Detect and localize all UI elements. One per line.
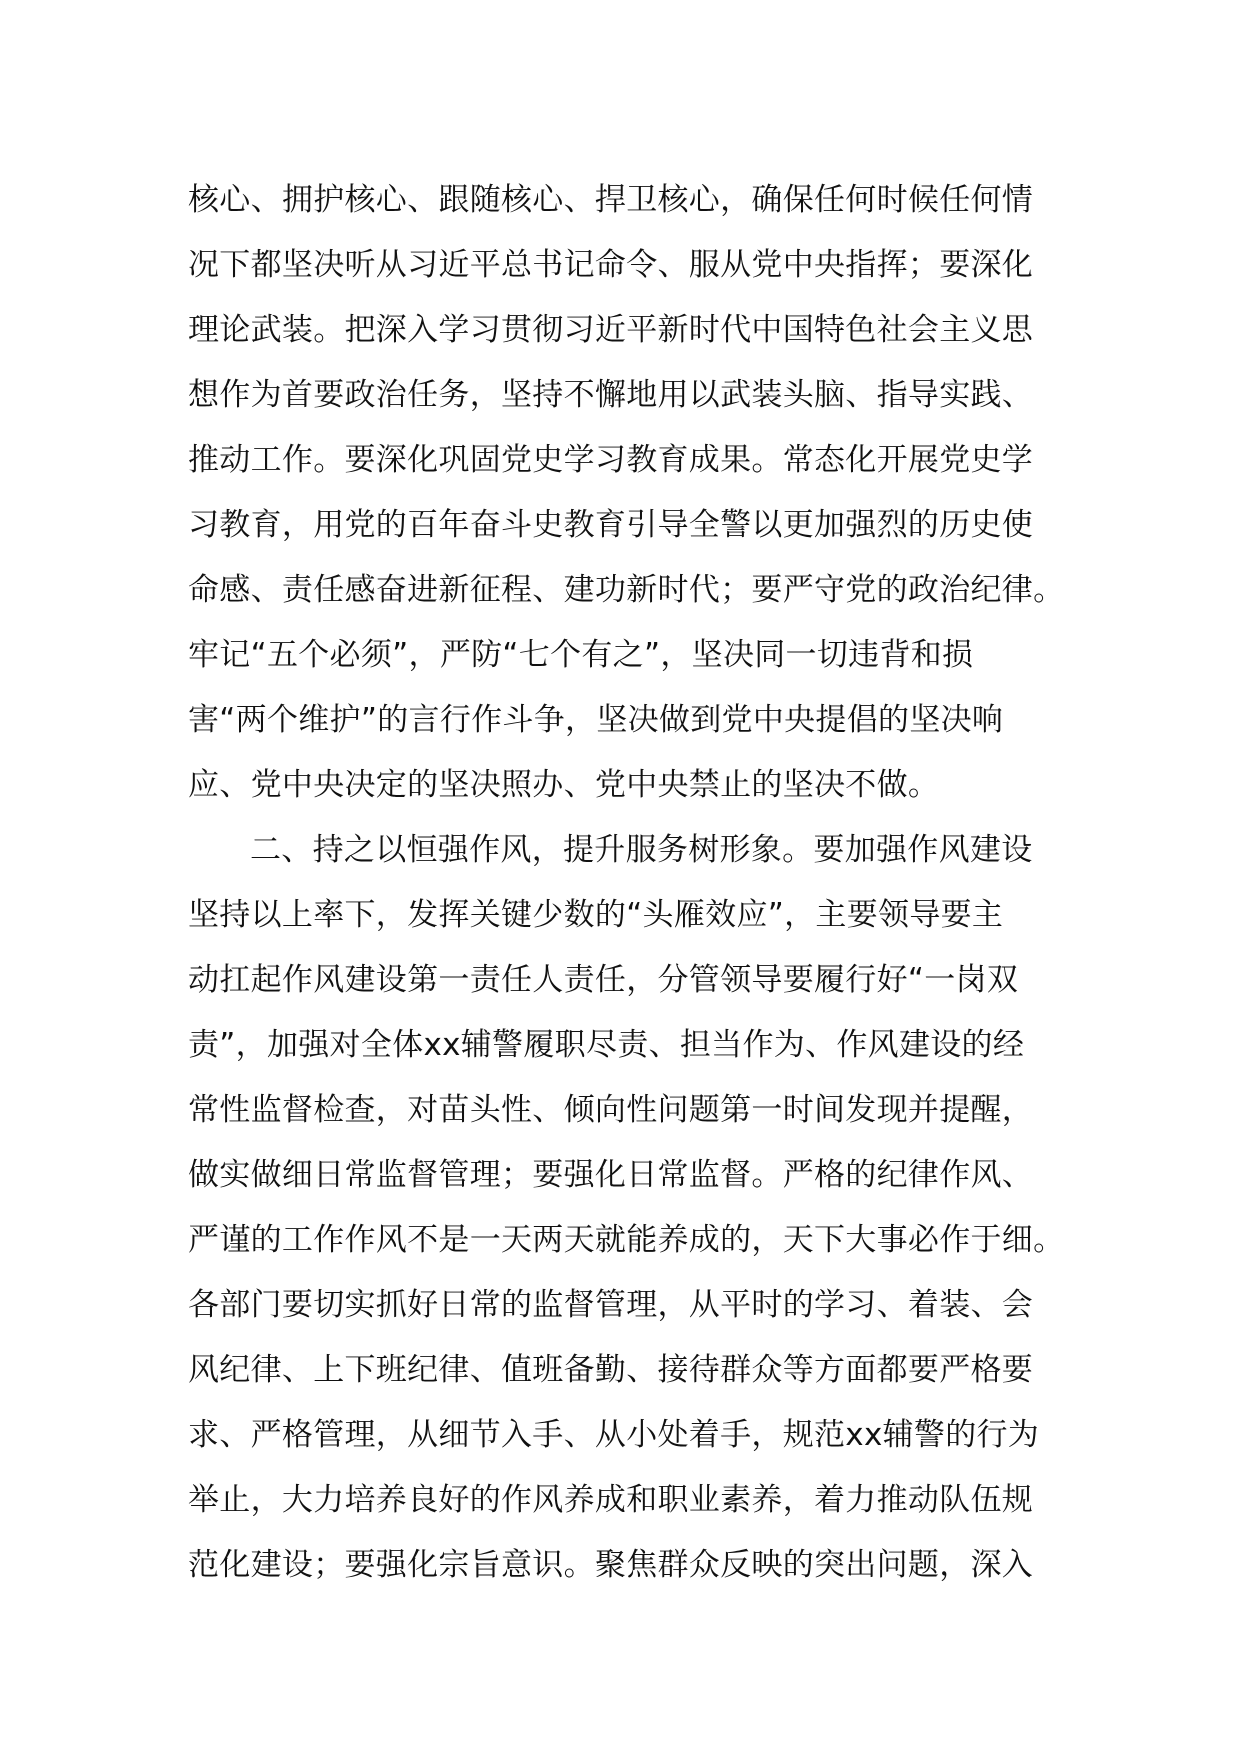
text-line: 责”，加强对全体xx辅警履职尽责、担当作为、作风建设的经 [188, 1027, 1025, 1063]
text-line: 各部门要切实抓好日常的监督管理，从平时的学习、着装、会 [188, 1287, 1034, 1323]
text-line: 习教育，用党的百年奋斗史教育引导全警以更加强烈的历史使 [188, 507, 1034, 543]
text-line: 理论武装。把深入学习贯彻习近平新时代中国特色社会主义思 [188, 312, 1034, 348]
text-line: 应、党中央决定的坚决照办、党中央禁止的坚决不做。 [188, 767, 940, 803]
text-line: 牢记“五个必须”，严防“七个有之”，坚决同一切违背和损 [188, 637, 974, 673]
text-line: 想作为首要政治任务，坚持不懈地用以武装头脑、指导实践、 [188, 377, 1034, 413]
text-line: 范化建设；要强化宗旨意识。聚焦群众反映的突出问题，深入 [188, 1547, 1034, 1583]
text-line: 害“两个维护”的言行作斗争，坚决做到党中央提倡的坚决响 [188, 702, 1004, 738]
text-line: 况下都坚决听从习近平总书记命令、服从党中央指挥；要深化 [188, 247, 1034, 283]
text-line: 推动工作。要深化巩固党史学习教育成果。常态化开展党史学 [188, 442, 1034, 478]
text-line: 举止，大力培养良好的作风养成和职业素养，着力推动队伍规 [188, 1482, 1034, 1518]
text-line: 命感、责任感奋进新征程、建功新时代；要严守党的政治纪律。 [188, 572, 1065, 608]
text-line: 做实做细日常监督管理；要强化日常监督。严格的纪律作风、 [188, 1157, 1034, 1193]
body-text [188, 168, 1088, 1598]
text-line: 动扛起作风建设第一责任人责任，分管领导要履行好“一岗双 [188, 962, 1019, 998]
text-line: 风纪律、上下班纪律、值班备勤、接待群众等方面都要严格要 [188, 1352, 1034, 1388]
text-line: 坚持以上率下，发挥关键少数的“头雁效应”，主要领导要主 [188, 897, 1004, 933]
text-line: 求、严格管理，从细节入手、从小处着手，规范xx辅警的行为 [188, 1417, 1040, 1453]
text-line: 严谨的工作作风不是一天两天就能养成的，天下大事必作于细。 [188, 1222, 1065, 1258]
section-heading-line: 二、持之以恒强作风，提升服务树形象。要加强作风建设 [250, 832, 1033, 868]
text-line: 常性监督检查，对苗头性、倾向性问题第一时间发现并提醒， [188, 1092, 1034, 1128]
text-line: 核心、拥护核心、跟随核心、捍卫核心，确保任何时候任何情 [188, 182, 1034, 218]
